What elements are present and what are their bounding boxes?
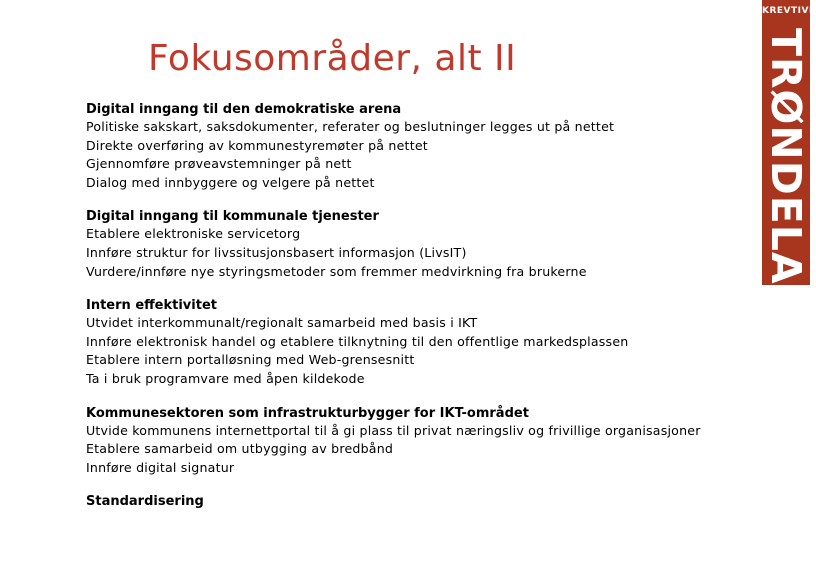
section-infrastructure	[86, 405, 746, 478]
list-item: Direkte overføring av kommunestyremøter på nettet	[86, 137, 428, 153]
list-item: Gjennomføre prøveavstemninger på nett	[86, 156, 352, 172]
list-item: Etablere intern portalløsning med Web-grensesnitt	[86, 352, 415, 368]
section-standardization	[86, 493, 746, 510]
list-item: Ta i bruk programvare med åpen kildekode	[86, 370, 365, 386]
section-heading: Intern effektivitet	[86, 298, 217, 314]
section-internal-efficiency	[86, 297, 746, 388]
list-item: Utvidet interkommunalt/regionalt samarbeid med basis i IKT	[86, 315, 478, 331]
list-item: Dialog med innbyggere og velgere på nettet	[86, 174, 375, 190]
section-digital-services	[86, 208, 746, 281]
section-heading: Kommunesektoren som infrastrukturbygger for IKT-området	[86, 405, 529, 421]
list-item: Etablere samarbeid om utbygging av bredbånd	[86, 441, 394, 457]
list-item: Innføre digital signatur	[86, 459, 235, 475]
section-heading: Standardisering	[86, 494, 204, 510]
section-heading: Digital inngang til kommunale tjenester	[86, 209, 379, 225]
logo-top-text: KREVTIVE	[762, 6, 816, 16]
trondelag-logo	[762, 0, 816, 320]
list-item: Utvide kommunens internettportal til å gi plass til privat næringsliv og frivillige organisasjoner	[86, 422, 701, 438]
focus-areas-list	[86, 101, 746, 526]
list-item: Innføre struktur for livssitusjonsbasert informasjon (LivsIT)	[86, 244, 467, 260]
page-title: Fokusområder, alt II	[148, 38, 517, 79]
list-item: Vurdere/innføre nye styringsmetoder som fremmer medvirkning fra brukerne	[86, 263, 587, 279]
list-item: Etablere elektroniske servicetorg	[86, 226, 301, 242]
list-item: Innføre elektronisk handel og etablere tilknytning til den offentlige markedsplassen	[86, 333, 629, 349]
logo-name: TRØNDELAG	[762, 28, 810, 320]
list-item: Politiske sakskart, saksdokumenter, referater og beslutninger legges ut på nettet	[86, 119, 615, 134]
section-heading: Digital inngang til den demokratiske arena	[86, 102, 402, 117]
section-digital-democracy	[86, 101, 746, 192]
